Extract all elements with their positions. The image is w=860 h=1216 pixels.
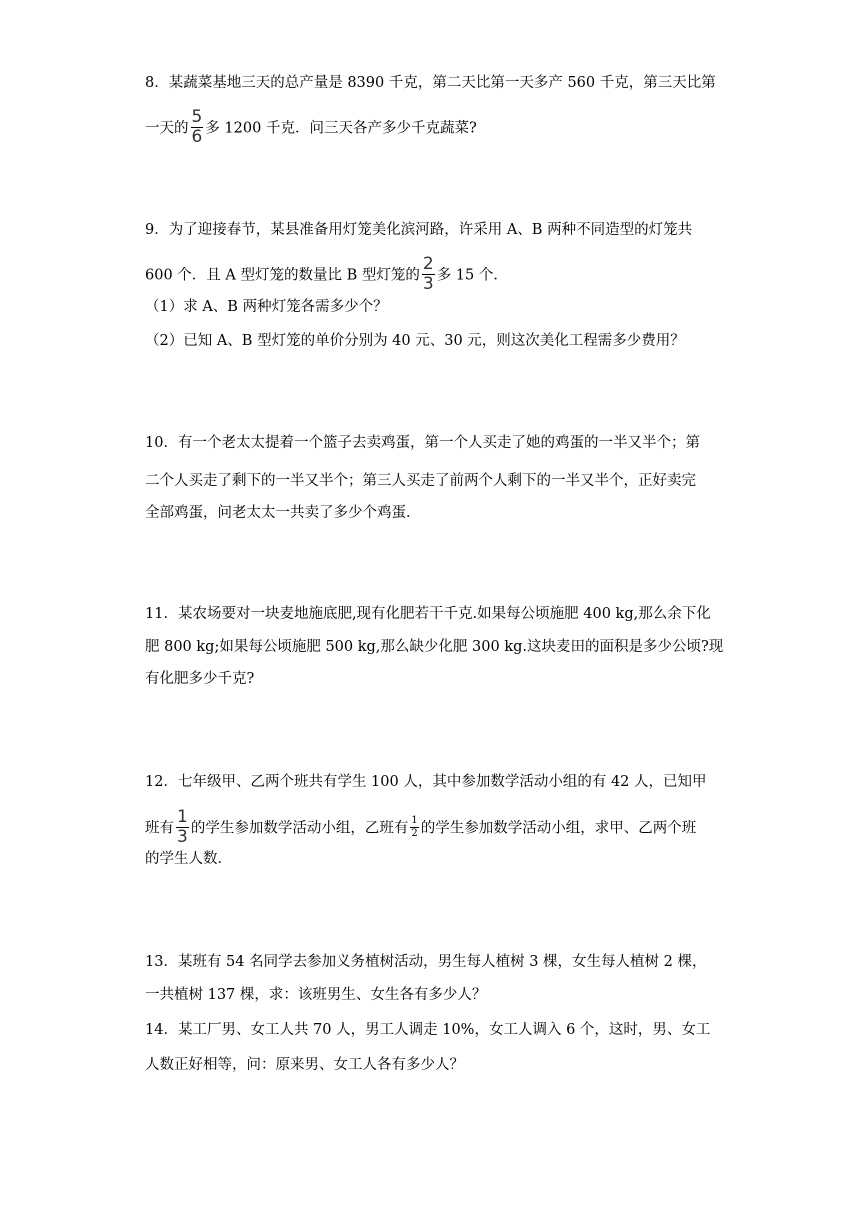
problem-11-line-1: 11．某农场要对一块麦地施底肥,现有化肥若干千克.如果每公顷施肥 400 kg,那么余下化 — [145, 606, 711, 622]
problem-10-line-3: 全部鸡蛋，问老太太一共卖了多少个鸡蛋． — [145, 505, 421, 521]
problem-9-part-1: （1）求 A、B 两种灯笼各需多少个？ — [145, 299, 388, 315]
problem-9-text-after: 多 15 个． — [436, 267, 508, 284]
fraction-numerator: 2 — [422, 254, 434, 274]
problem-8-line-1: 8．某蔬菜基地三天的总产量是 8390 千克，第二天比第一天多产 560 千克，第三天比第 — [145, 75, 716, 91]
problem-12-line-1: 12．七年级甲、乙两个班共有学生 100 人，其中参加数学活动小组的有 42 人，已知甲 — [145, 774, 707, 790]
problem-10-line-2: 二个人买走了剩下的一半又半个；第三人买走了前两个人剩下的一半又半个，正好卖完 — [145, 473, 696, 489]
fraction-numerator: 1 — [177, 807, 188, 827]
problem-9-line-1: 9．为了迎接春节，某县准备用灯笼美化滨河路，许采用 A、B 两种不同造型的灯笼共 — [145, 222, 693, 238]
problem-12-text-after: 的学生参加数学活动小组，求甲、乙两个班 — [420, 820, 697, 837]
problem-14-line-2: 人数正好相等，问：原来男、女工人各有多少人？ — [145, 1057, 464, 1073]
fraction-denominator: 3 — [177, 827, 188, 847]
problem-9-part-2: （2）已知 A、B 型灯笼的单价分别为 40 元、30 元，则这次美化工程需多少费用？ — [145, 333, 685, 349]
problem-8-line-2 — [145, 107, 477, 147]
fraction-one-third — [176, 809, 189, 846]
problem-9-text-before: 600 个．且 A 型灯笼的数量比 B 型灯笼的 — [145, 267, 420, 284]
fraction-numerator: 1 — [411, 815, 418, 826]
problem-12-line-2 — [145, 807, 697, 847]
fraction-five-sixths — [191, 109, 204, 146]
fraction-denominator: 6 — [191, 127, 203, 147]
fraction-denominator: 3 — [422, 274, 434, 294]
problem-8-text-after: 多 1200 千克．问三天各产多少千克蔬菜? — [205, 120, 477, 137]
fraction-denominator: 2 — [411, 828, 418, 839]
problem-8-text-before: 一天的 — [145, 120, 189, 137]
problem-11-line-3: 有化肥多少千克? — [145, 671, 255, 687]
problem-13-line-2: 一共植树 137 棵，求：该班男生、女生各有多少人？ — [145, 987, 487, 1003]
problem-12-line-3: 的学生人数． — [145, 851, 232, 867]
problem-12-text-before: 班有 — [145, 820, 174, 837]
problem-10-line-1: 10．有一个老太太提着一个篮子去卖鸡蛋，第一个人买走了她的鸡蛋的一半又半个；第 — [145, 435, 700, 451]
problem-14-line-1: 14．某工厂男、女工人共 70 人，男工人调走 10%，女工人调入 6 个，这时，男、女工 — [145, 1022, 711, 1038]
fraction-numerator: 5 — [191, 107, 203, 127]
problem-11-line-2: 肥 800 kg;如果每公顷施肥 500 kg,那么缺少化肥 300 kg.这块麦田的面积是多少公顷?现 — [145, 639, 724, 655]
fraction-one-half — [410, 816, 418, 839]
problem-9-line-2 — [145, 254, 508, 294]
fraction-two-thirds — [422, 256, 435, 293]
problem-12-text-middle: 的学生参加数学活动小组，乙班有 — [190, 820, 409, 837]
problem-13-line-1: 13．某班有 54 名同学去参加义务植树活动，男生每人植树 3 棵，女生每人植树 2 棵， — [145, 954, 707, 970]
